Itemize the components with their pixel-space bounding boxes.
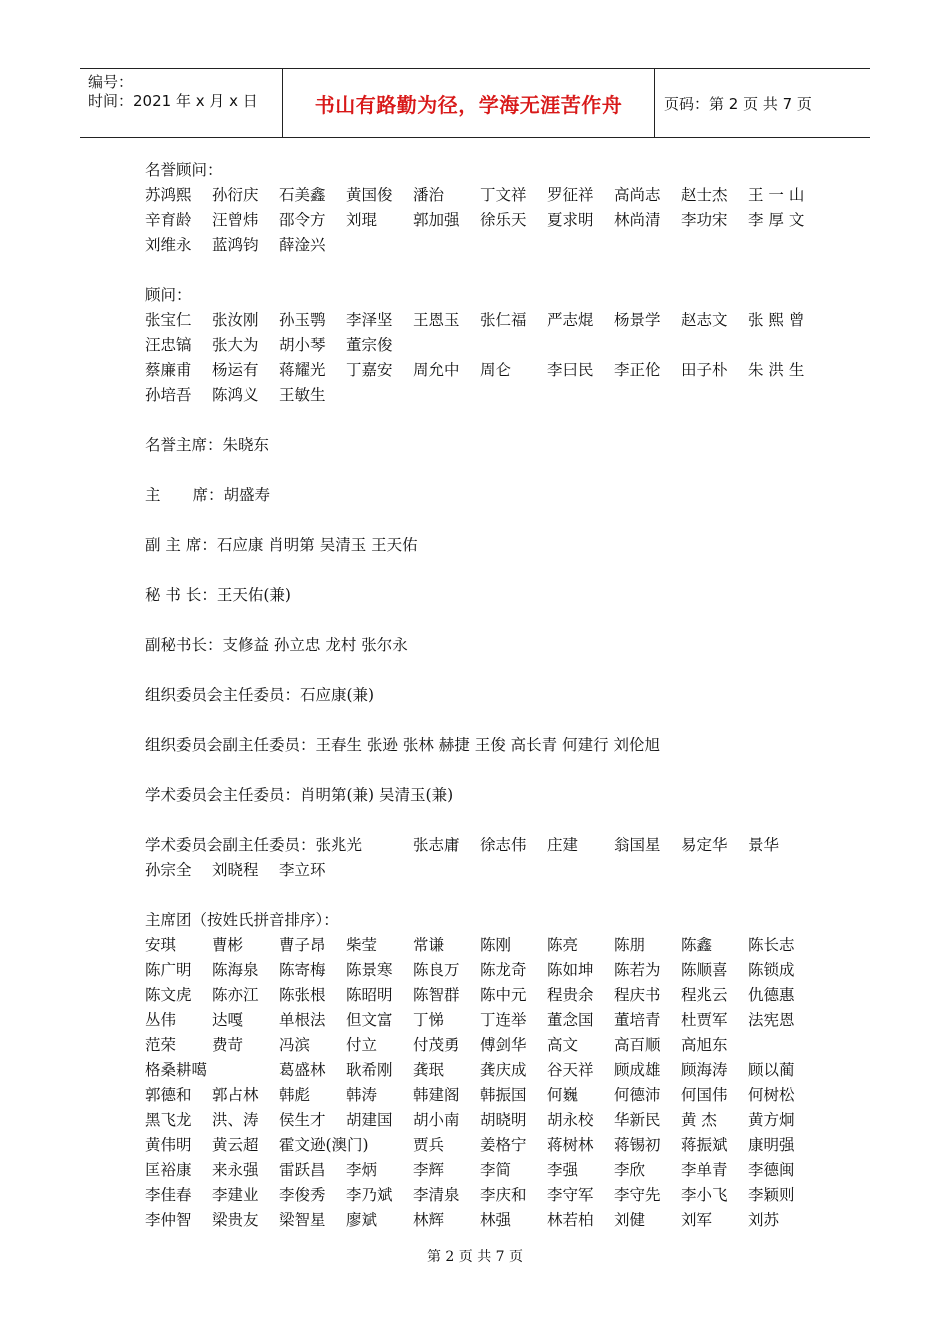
person-name: 陈若为 xyxy=(614,961,661,979)
academic-committee-deputies-row xyxy=(145,833,825,858)
person-name: 曹子昂 xyxy=(279,936,326,954)
section-title-honorary-advisors: 名誉顾问： xyxy=(145,161,223,179)
person-name: 陈亮 xyxy=(547,936,579,954)
person-name: 林辉 xyxy=(413,1211,445,1229)
section-title-advisors: 顾问： xyxy=(145,286,192,304)
advisors-list xyxy=(145,308,825,408)
person-name: 周允中 xyxy=(413,361,460,379)
person-name: 张仁福 xyxy=(480,311,527,329)
person-name: 刘苏 xyxy=(748,1211,780,1229)
person-name: 董培青 xyxy=(614,1011,661,1029)
deputy-secretary-line: 副秘书长：支修益 孙立忠 龙村 张尔永 xyxy=(145,636,408,654)
person-name: 陈如坤 xyxy=(547,961,594,979)
person-name: 郭加强 xyxy=(413,211,460,229)
person-name: 李俊秀 xyxy=(279,1186,326,1204)
person-name: 蔡廉甫 xyxy=(145,361,192,379)
person-name: 李强 xyxy=(547,1161,579,1179)
name-row xyxy=(145,358,825,383)
person-name: 廖斌 xyxy=(346,1211,378,1229)
person-name: 刘琨 xyxy=(346,211,378,229)
person-name: 黄云超 xyxy=(212,1136,259,1154)
person-name: 陈锁成 xyxy=(748,961,795,979)
person-name: 郭占林 xyxy=(212,1086,259,1104)
person-name: 胡建国 xyxy=(346,1111,393,1129)
person-name: 田子朴 xyxy=(681,361,728,379)
honorary-advisors-list xyxy=(145,183,825,258)
person-name: 傅剑华 xyxy=(480,1036,527,1054)
name-row xyxy=(145,233,825,258)
person-name: 刘军 xyxy=(681,1211,713,1229)
person-name: 梁智星 xyxy=(279,1211,326,1229)
name-row xyxy=(145,1008,825,1033)
header-page-label: 页码：第 2 页 共 7 页 xyxy=(664,94,812,113)
person-name: 高百顺 xyxy=(614,1036,661,1054)
person-name: 李庆和 xyxy=(480,1186,527,1204)
person-name: 孙培吾 xyxy=(145,386,192,404)
person-name: 冯滨 xyxy=(279,1036,311,1054)
person-name: 杨景学 xyxy=(614,311,661,329)
person-name: 杜贾军 xyxy=(681,1011,728,1029)
person-name: 常谦 xyxy=(413,936,445,954)
chair-line xyxy=(145,483,825,508)
person-name: 洪、涛 xyxy=(212,1111,259,1129)
person-name: 高旭东 xyxy=(681,1036,728,1054)
academic-deputy-name: 翁国星 xyxy=(614,836,661,854)
academic-deputy-name: 学术委员会副主任委员：张兆光 xyxy=(145,836,363,854)
secretary-general-line: 秘 书 长：王天佑(兼) xyxy=(145,586,291,604)
person-name: 韩建阁 xyxy=(413,1086,460,1104)
person-name: 赵志文 xyxy=(681,311,728,329)
person-name: 陈鸿义 xyxy=(212,386,259,404)
person-name: 何树松 xyxy=(748,1086,795,1104)
person-name: 丁文祥 xyxy=(480,186,527,204)
person-name: 耿希刚 xyxy=(346,1061,393,1079)
person-name: 李泽坚 xyxy=(346,311,393,329)
person-name: 蒋耀光 xyxy=(279,361,326,379)
person-name: 黄 杰 xyxy=(681,1111,717,1129)
name-row xyxy=(145,333,825,358)
academic-deputy-name: 景华 xyxy=(748,836,780,854)
document-date-label: 时间：2021 年 x 月 x 日 xyxy=(88,92,258,110)
person-name: 张宝仁 xyxy=(145,311,192,329)
person-name: 但文富 xyxy=(346,1011,393,1029)
academic-deputy-name: 庄建 xyxy=(547,836,579,854)
person-name: 胡小琴 xyxy=(279,336,326,354)
name-row xyxy=(145,1058,825,1083)
person-name: 曹彬 xyxy=(212,936,244,954)
person-name: 费苛 xyxy=(212,1036,244,1054)
person-name: 程兆云 xyxy=(681,986,728,1004)
person-name: 姜格宁 xyxy=(480,1136,527,1154)
person-name: 朱 洪 生 xyxy=(748,361,805,379)
person-name: 李建业 xyxy=(212,1186,259,1204)
person-name: 李正伦 xyxy=(614,361,661,379)
person-name: 梁贵友 xyxy=(212,1211,259,1229)
person-name: 顾海涛 xyxy=(681,1061,728,1079)
chair-label: 主 xyxy=(145,486,161,504)
person-name: 胡永校 xyxy=(547,1111,594,1129)
person-name: 张 熙 曾 xyxy=(748,311,805,329)
academic-deputy-name: 刘晓程 xyxy=(212,861,259,879)
person-name: 李单青 xyxy=(681,1161,728,1179)
name-row xyxy=(145,208,825,233)
person-name: 李仲智 xyxy=(145,1211,192,1229)
person-name: 陈中元 xyxy=(480,986,527,1004)
person-name: 安琪 xyxy=(145,936,177,954)
presidium-list xyxy=(145,933,825,1233)
name-row xyxy=(145,1133,825,1158)
person-name: 董念国 xyxy=(547,1011,594,1029)
header-divider xyxy=(654,69,655,137)
page-header xyxy=(80,68,870,138)
person-name: 陈智群 xyxy=(413,986,460,1004)
person-name: 罗征祥 xyxy=(547,186,594,204)
person-name: 王敏生 xyxy=(279,386,326,404)
person-name: 陈刚 xyxy=(480,936,512,954)
person-name: 陈良万 xyxy=(413,961,460,979)
person-name: 李曰民 xyxy=(547,361,594,379)
person-name: 李欣 xyxy=(614,1161,646,1179)
person-name: 黑飞龙 xyxy=(145,1111,192,1129)
person-name: 程贵余 xyxy=(547,986,594,1004)
person-name: 蓝鸿钧 xyxy=(212,236,259,254)
person-name: 程庆书 xyxy=(614,986,661,1004)
person-name: 李乃斌 xyxy=(346,1186,393,1204)
person-name: 严志焜 xyxy=(547,311,594,329)
person-name: 龚珉 xyxy=(413,1061,445,1079)
person-name: 黄方炯 xyxy=(748,1111,795,1129)
person-name: 蒋振斌 xyxy=(681,1136,728,1154)
honorary-chair-line: 名誉主席：朱晓东 xyxy=(145,436,270,454)
person-name: 刘健 xyxy=(614,1211,646,1229)
person-name: 李辉 xyxy=(413,1161,445,1179)
chair-value: 席：胡盛寿 xyxy=(192,486,271,504)
person-name: 付立 xyxy=(346,1036,378,1054)
name-row xyxy=(145,1033,825,1058)
person-name: 李颖则 xyxy=(748,1186,795,1204)
person-name: 陈顺喜 xyxy=(681,961,728,979)
person-name: 单根法 xyxy=(279,1011,326,1029)
person-name: 王 一 山 xyxy=(748,186,805,204)
person-name: 李小飞 xyxy=(681,1186,728,1204)
person-name: 辛育龄 xyxy=(145,211,192,229)
name-row xyxy=(145,383,825,408)
person-name: 林强 xyxy=(480,1211,512,1229)
person-name: 陈龙奇 xyxy=(480,961,527,979)
person-name: 何巍 xyxy=(547,1086,579,1104)
academic-deputy-name: 孙宗全 xyxy=(145,861,192,879)
name-row xyxy=(145,1108,825,1133)
academic-deputy-name: 易定华 xyxy=(681,836,728,854)
person-name: 胡晓明 xyxy=(480,1111,527,1129)
person-name: 陈朋 xyxy=(614,936,646,954)
person-name: 康明强 xyxy=(748,1136,795,1154)
person-name: 王恩玉 xyxy=(413,311,460,329)
person-name: 汪忠镐 xyxy=(145,336,192,354)
person-name: 何国伟 xyxy=(681,1086,728,1104)
person-name: 黄伟明 xyxy=(145,1136,192,1154)
person-name: 来永强 xyxy=(212,1161,259,1179)
person-name: 丁连举 xyxy=(480,1011,527,1029)
person-name: 陈景寒 xyxy=(346,961,393,979)
person-name: 刘维永 xyxy=(145,236,192,254)
vice-chair-line: 副 主 席：石应康 肖明第 吴清玉 王天佑 xyxy=(145,536,418,554)
header-meta xyxy=(88,73,258,111)
name-row xyxy=(145,933,825,958)
person-name: 高尚志 xyxy=(614,186,661,204)
person-name: 陈文虎 xyxy=(145,986,192,1004)
person-name: 邵令方 xyxy=(279,211,326,229)
person-name: 董宗俊 xyxy=(346,336,393,354)
person-name: 汪曾炜 xyxy=(212,211,259,229)
person-name: 贾兵 xyxy=(413,1136,445,1154)
academic-deputy-name: 李立环 xyxy=(279,861,326,879)
person-name: 丛伟 xyxy=(145,1011,177,1029)
person-name: 陈亦江 xyxy=(212,986,259,1004)
person-name: 陈寄梅 xyxy=(279,961,326,979)
person-name: 张汝刚 xyxy=(212,311,259,329)
person-name: 韩振国 xyxy=(480,1086,527,1104)
person-name: 李简 xyxy=(480,1161,512,1179)
person-name: 华新民 xyxy=(614,1111,661,1129)
academic-deputy-name: 张志庸 xyxy=(413,836,460,854)
academic-committee-deputies-row xyxy=(145,858,825,883)
person-name: 丁嘉安 xyxy=(346,361,393,379)
person-name: 谷天祥 xyxy=(547,1061,594,1079)
org-committee-deputies-line: 组织委员会副主任委员：王春生 张逊 张林 赫捷 王俊 高长青 何建行 刘伦旭 xyxy=(145,736,660,754)
person-name: 孙玉鹗 xyxy=(279,311,326,329)
person-name: 夏求明 xyxy=(547,211,594,229)
person-name: 苏鸿熙 xyxy=(145,186,192,204)
academic-deputy-name: 徐志伟 xyxy=(480,836,527,854)
person-name: 李功宋 xyxy=(681,211,728,229)
person-name: 格桑耕噶 xyxy=(145,1061,208,1079)
person-name: 张大为 xyxy=(212,336,259,354)
person-name: 法宪恩 xyxy=(748,1011,795,1029)
document-number-label: 编号： xyxy=(88,73,134,91)
person-name: 徐乐天 xyxy=(480,211,527,229)
person-name: 李 厚 文 xyxy=(748,211,805,229)
person-name: 丁悌 xyxy=(413,1011,445,1029)
person-name: 薛淦兴 xyxy=(279,236,326,254)
name-row xyxy=(145,1083,825,1108)
person-name: 李佳春 xyxy=(145,1186,192,1204)
person-name: 何德沛 xyxy=(614,1086,661,1104)
person-name: 顾成雄 xyxy=(614,1061,661,1079)
person-name: 韩涛 xyxy=(346,1086,378,1104)
header-motto: 书山有路勤为径，学海无涯苦作舟 xyxy=(314,92,623,117)
person-name: 林尚清 xyxy=(614,211,661,229)
person-name: 蒋锡初 xyxy=(614,1136,661,1154)
person-name: 石美鑫 xyxy=(279,186,326,204)
person-name: 陈张根 xyxy=(279,986,326,1004)
person-name: 霍文逊(澳门) xyxy=(279,1136,369,1154)
person-name: 柴莹 xyxy=(346,936,378,954)
person-name: 潘治 xyxy=(413,186,445,204)
name-row xyxy=(145,1208,825,1233)
person-name: 陈海泉 xyxy=(212,961,259,979)
person-name: 顾以蔺 xyxy=(748,1061,795,1079)
person-name: 胡小南 xyxy=(413,1111,460,1129)
person-name: 李德闽 xyxy=(748,1161,795,1179)
name-row xyxy=(145,183,825,208)
person-name: 韩彪 xyxy=(279,1086,311,1104)
section-title-presidium: 主席团（按姓氏拼音排序）： xyxy=(145,911,339,929)
org-committee-director-line: 组织委员会主任委员：石应康(兼) xyxy=(145,686,375,704)
person-name: 侯生才 xyxy=(279,1111,326,1129)
person-name: 李守军 xyxy=(547,1186,594,1204)
person-name: 高文 xyxy=(547,1036,579,1054)
document-body xyxy=(145,158,825,1233)
academic-committee-director-line: 学术委员会主任委员：肖明第(兼) 吴清玉(兼) xyxy=(145,786,454,804)
person-name: 葛盛林 xyxy=(279,1061,326,1079)
person-name: 林若柏 xyxy=(547,1211,594,1229)
person-name: 陈长志 xyxy=(748,936,795,954)
person-name: 范荣 xyxy=(145,1036,177,1054)
person-name: 仇德惠 xyxy=(748,986,795,1004)
person-name: 雷跃昌 xyxy=(279,1161,326,1179)
person-name: 李守先 xyxy=(614,1186,661,1204)
name-row xyxy=(145,308,825,333)
page-footer: 第 2 页 共 7 页 xyxy=(426,1249,524,1265)
person-name: 龚庆成 xyxy=(480,1061,527,1079)
person-name: 孙衍庆 xyxy=(212,186,259,204)
person-name: 陈鑫 xyxy=(681,936,713,954)
name-row xyxy=(145,983,825,1008)
person-name: 蒋树林 xyxy=(547,1136,594,1154)
person-name: 陈广明 xyxy=(145,961,192,979)
person-name: 赵士杰 xyxy=(681,186,728,204)
name-row xyxy=(145,958,825,983)
person-name: 周仑 xyxy=(480,361,512,379)
person-name: 黄国俊 xyxy=(346,186,393,204)
person-name: 李清泉 xyxy=(413,1186,460,1204)
person-name: 匡裕康 xyxy=(145,1161,192,1179)
person-name: 付茂勇 xyxy=(413,1036,460,1054)
person-name: 郭德和 xyxy=(145,1086,192,1104)
name-row xyxy=(145,1158,825,1183)
person-name: 杨运有 xyxy=(212,361,259,379)
person-name: 达嘎 xyxy=(212,1011,244,1029)
name-row xyxy=(145,1183,825,1208)
person-name: 陈昭明 xyxy=(346,986,393,1004)
person-name: 李炳 xyxy=(346,1161,378,1179)
